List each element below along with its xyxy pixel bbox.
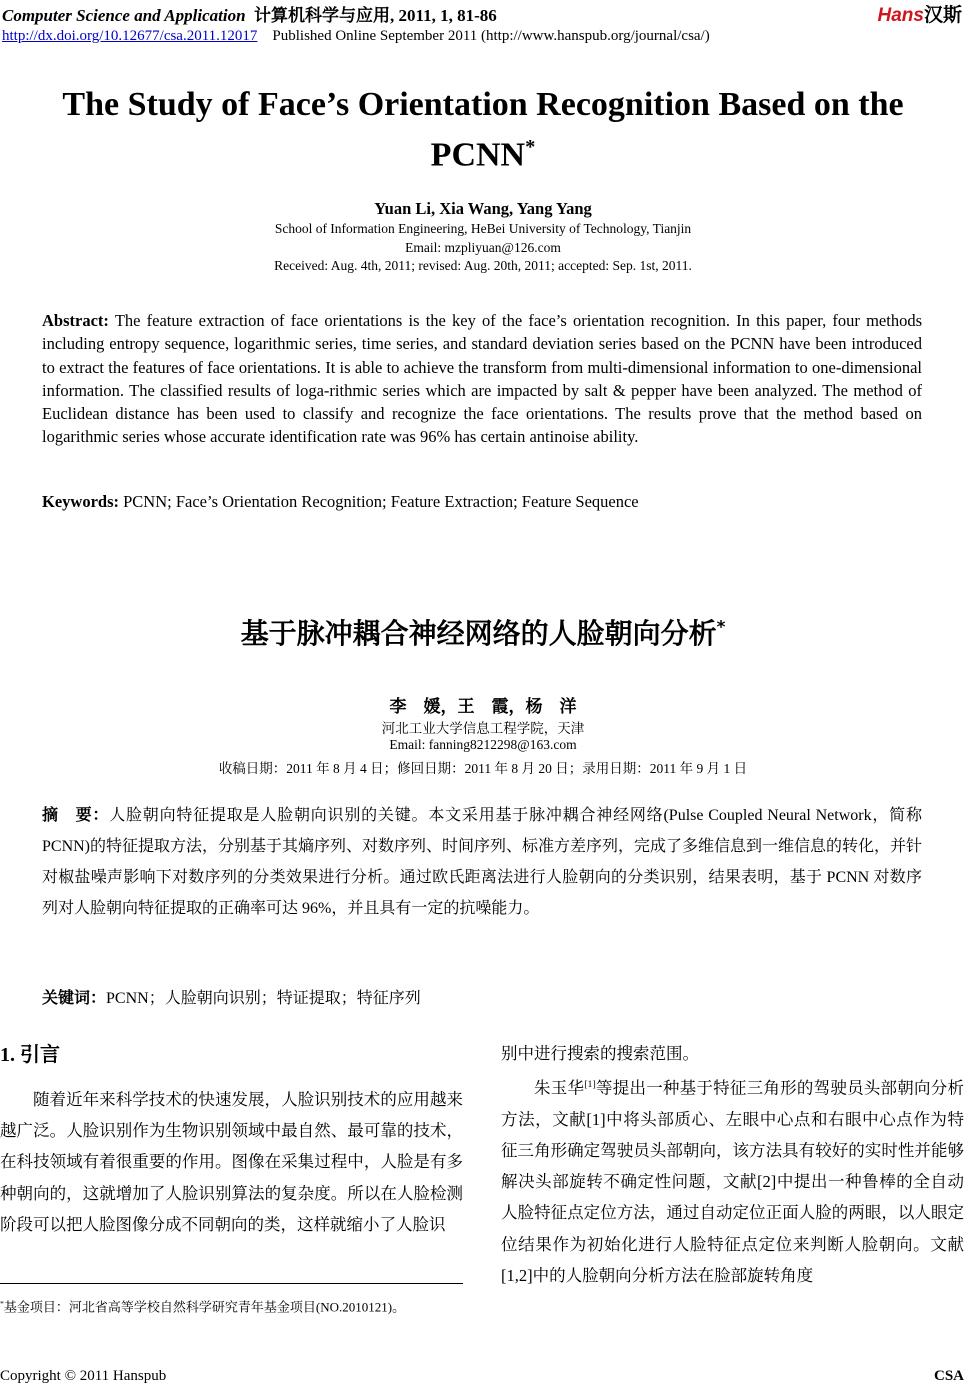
abstract-zh (42, 800, 922, 924)
abstract-text: The feature extraction of face orientations is the key of the face’s orientation recognition. In this paper, four methods including entropy sequence, logarithmic series, time series, and standard deviation series based on the PCNN have been introduced to extract the features of face orientations. It is able to achieve the transform from multi-dimensional information to one-dimensional information. The classified results of loga-rithmic series which are impacted by salt & pepper have been analyzed. The method of Euclidean distance has been used to classify and recognize the face orientations. The results prove that the method based on logarithmic series whose accurate identification rate was 96% has certain antinoise ability. (42, 311, 922, 447)
journal-abbr: CSA (933, 1368, 964, 1384)
published-info: Published Online September 2011 (http://www.hanspub.org/journal/csa/) (272, 28, 710, 44)
title-footnote-mark: * (525, 136, 536, 158)
section-heading: 1. 引言 (0, 1044, 60, 1066)
journal-header (2, 1, 497, 26)
keywords-label: 关键词： (42, 990, 107, 1007)
affiliation-zh: 河北工业大学信息工程学院，天津 (381, 721, 585, 736)
copyright: Copyright © 2011 Hanspub (0, 1368, 167, 1384)
para-text: 朱玉华 (534, 1078, 585, 1098)
footnote-mark: * (0, 1299, 4, 1308)
paper-title-zh (0, 612, 966, 652)
email-en: Email: mzpliyuan@126.com (405, 240, 561, 255)
title-footnote-mark: * (716, 616, 726, 637)
keywords-zh (42, 985, 421, 1008)
keywords-text: PCNN; Face’s Orientation Recognition; Feature Extraction; Feature Sequence (123, 492, 639, 511)
hans-logo (878, 0, 962, 27)
keywords-label: Keywords: (42, 492, 119, 511)
doi-line (2, 28, 710, 45)
email-zh: Email: fanning8212298@163.com (389, 737, 577, 752)
abstract-en (42, 309, 922, 449)
citation-link[interactable]: [1] (584, 1079, 596, 1090)
intro-paragraph-left: 随着近年来科学技术的快速发展，人脸识别技术的应用越来越广泛。人脸识别作为生物识别领域中最自然、最可靠的技术，在科技领域有着很重要的作用。图像在采集过程中，人脸是有多种朝向的，这就增加了人脸识别算法的复杂度。所以在人脸检测阶段可以把人脸图像分成不同朝向的类，这样就缩小了人脸识 (0, 1090, 463, 1234)
title-text: The Study of Face’s Orientation Recognition Based on the PCNN (62, 86, 904, 174)
authors-zh: 李 媛，王 霞，杨 洋 (389, 697, 577, 716)
footnote-text: 基金项目：河北省高等学校自然科学研究青年基金项目(NO.2010121)。 (3, 1299, 406, 1315)
footnote (0, 1293, 440, 1318)
dates-zh: 收稿日期：2011 年 8 月 4 日；修回日期：2011 年 8 月 20 日；录用日期：2011 年 9 月 1 日 (218, 761, 748, 776)
footnote-divider (0, 1283, 463, 1284)
abstract-text: 人脸朝向特征提取是人脸朝向识别的关键。本文采用基于脉冲耦合神经网络(Pulse Coupled Neural Network，简称 PCNN)的特征提取方法，分别基于其熵序列、对数序列、时间序列、标准方差序列，完成了多维信息到一维信息的转化，并针对椒盐噪声影响下对数序列的分类效果进行分析。通过欧氏距离法进行人脸朝向的分类识别，结果表明，基于 PCNN 对数序列对人脸朝向特征提取的正确率可达 96%，并且具有一定的抗噪能力。 (42, 807, 923, 917)
abstract-label: 摘 要： (42, 807, 110, 824)
journal-name-en: Computer Science and Application (2, 6, 246, 25)
logo-zh: 汉斯 (923, 5, 962, 26)
affiliation-en: School of Information Engineering, HeBei University of Technology, Tianjin (274, 221, 692, 236)
intro-paragraph-right (501, 1069, 964, 1291)
abstract-label: Abstract: (42, 311, 109, 330)
authors-en: Yuan Li, Xia Wang, Yang Yang (374, 199, 592, 218)
keywords-en (42, 492, 639, 512)
journal-name-zh: 计算机科学与应用, 2011, 1, 81-86 (254, 6, 497, 25)
intro-continuation: 别中进行搜索的搜索范围。 (501, 1044, 699, 1063)
dates-en: Received: Aug. 4th, 2011; revised: Aug. 20th, 2011; accepted: Sep. 1st, 2011. (274, 258, 692, 273)
keywords-text: PCNN；人脸朝向识别；特证提取；特征序列 (106, 990, 421, 1007)
paper-title-en (40, 84, 926, 176)
title-text: 基于脉冲耦合神经网络的人脸朝向分析 (240, 617, 717, 650)
logo-text: Hans (877, 5, 924, 26)
para-text: 等提出一种基于特征三角形的驾驶员头部朝向分析方法，文献[1]中将头部质心、左眼中心点和右眼中心点作为特征三角形确定驾驶员头部朝向，该方法具有较好的实时性并能够解决头部旋转不确定性问题，文献[2]中提出一种鲁棒的全自动人脸特征点定位方法，通过自动定位正面人脸的两眼，以人眼定位结果作为初始化进行人脸特征点定位来判断人脸朝向。文献[1,2]中的人脸朝向分析方法在脸部旋转角度 (501, 1078, 965, 1285)
doi-link[interactable]: http://dx.doi.org/10.12677/csa.2011.12017 (2, 28, 258, 44)
